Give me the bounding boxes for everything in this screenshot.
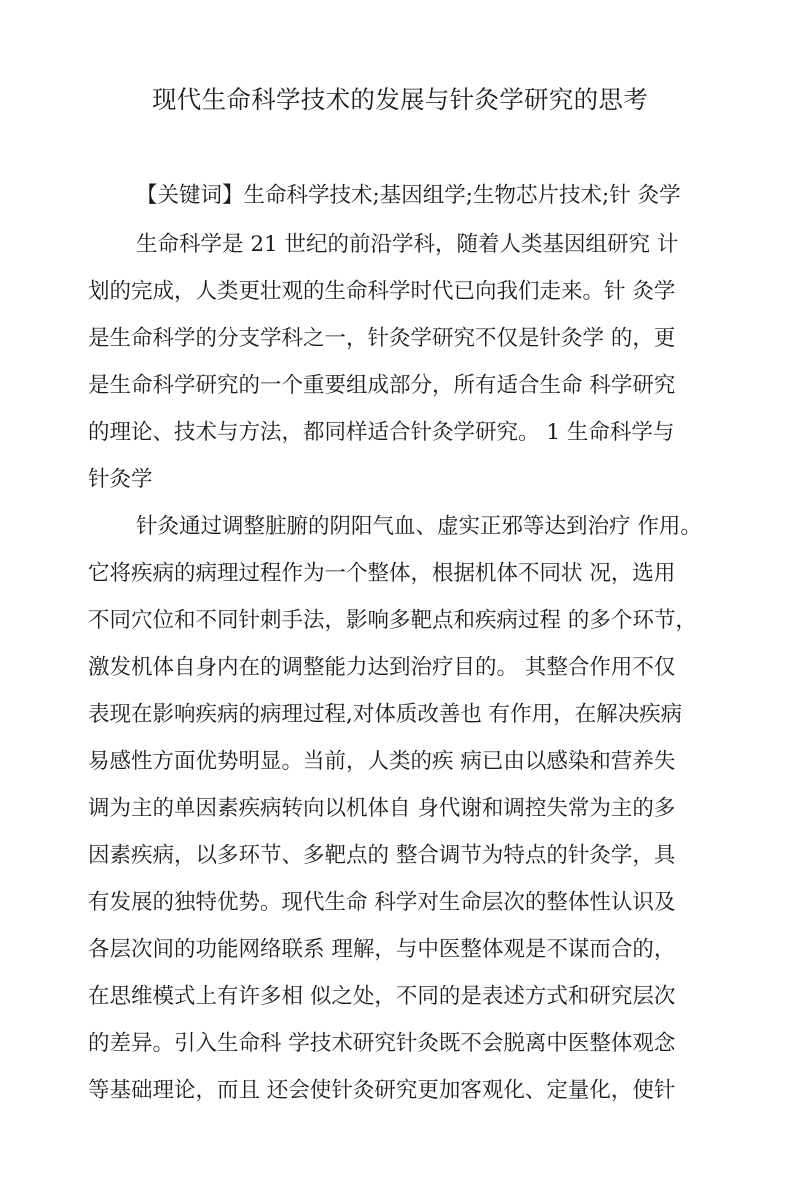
paragraph2-line: 因素疾病，以多环节、多靶点的 整合调节为特点的针灸学，具 <box>88 843 676 868</box>
paragraph2-line: 各层次间的功能网络联系 理解，与中医整体观是不谋而合的， <box>88 937 676 962</box>
paragraph1-line: 的理论、技术与方法，都同样适合针灸学研究。 1 生命科学与 <box>88 420 675 445</box>
paragraph2-line: 调为主的单因素疾病转向以机体自 身代谢和调控失常为主的多 <box>88 796 676 821</box>
paragraph1-line: 针灸学 <box>88 467 153 492</box>
paragraph2-line: 表现在影响疾病的病理过程,对体质改善也 有作用，在解决疾病 <box>88 702 683 727</box>
paragraph2-line: 激发机体自身内在的调整能力达到治疗目的。 其整合作用不仅 <box>88 655 676 680</box>
document-title: 现代生命科学技术的发展与针灸学研究的思考 <box>152 85 648 114</box>
keywords-line: 【关键词】生命科学技术;基因组学;生物芯片技术;针 灸学 <box>136 183 681 208</box>
paragraph2-line: 易感性方面优势明显。当前，人类的疾 病已由以感染和营养失 <box>88 749 676 774</box>
paragraph1-line: 生命科学是 21 世纪的前沿学科，随着人类基因组研究 计 <box>136 232 679 257</box>
paragraph2-line: 有发展的独特优势。现代生命 科学对生命层次的整体性认识及 <box>88 890 676 915</box>
paragraph2-line: 等基础理论，而且 还会使针灸研究更加客观化、定量化，使针 <box>88 1078 676 1103</box>
paragraph2-line: 在思维模式上有许多相 似之处，不同的是表述方式和研究层次 <box>88 984 676 1009</box>
paragraph1-line: 是生命科学研究的一个重要组成部分，所有适合生命 科学研究 <box>88 373 676 398</box>
paragraph2-line: 的差异。引入生命科 学技术研究针灸既不会脱离中医整体观念 <box>88 1031 676 1056</box>
paragraph2-line: 它将疾病的病理过程作为一个整体，根据机体不同状 况，选用 <box>88 561 676 586</box>
paragraph1-line: 划的完成，人类更壮观的生命科学时代已向我们走来。针 灸学 <box>88 279 676 304</box>
paragraph2-line: 不同穴位和不同针刺手法，影响多靶点和疾病过程 的多个环节， <box>88 608 697 633</box>
paragraph1-line: 是生命科学的分支学科之一，针灸学研究不仅是针灸学 的，更 <box>88 326 676 351</box>
paragraph2-line: 针灸通过调整脏腑的阴阳气血、虚实正邪等达到治疗 作用。 <box>136 514 702 539</box>
